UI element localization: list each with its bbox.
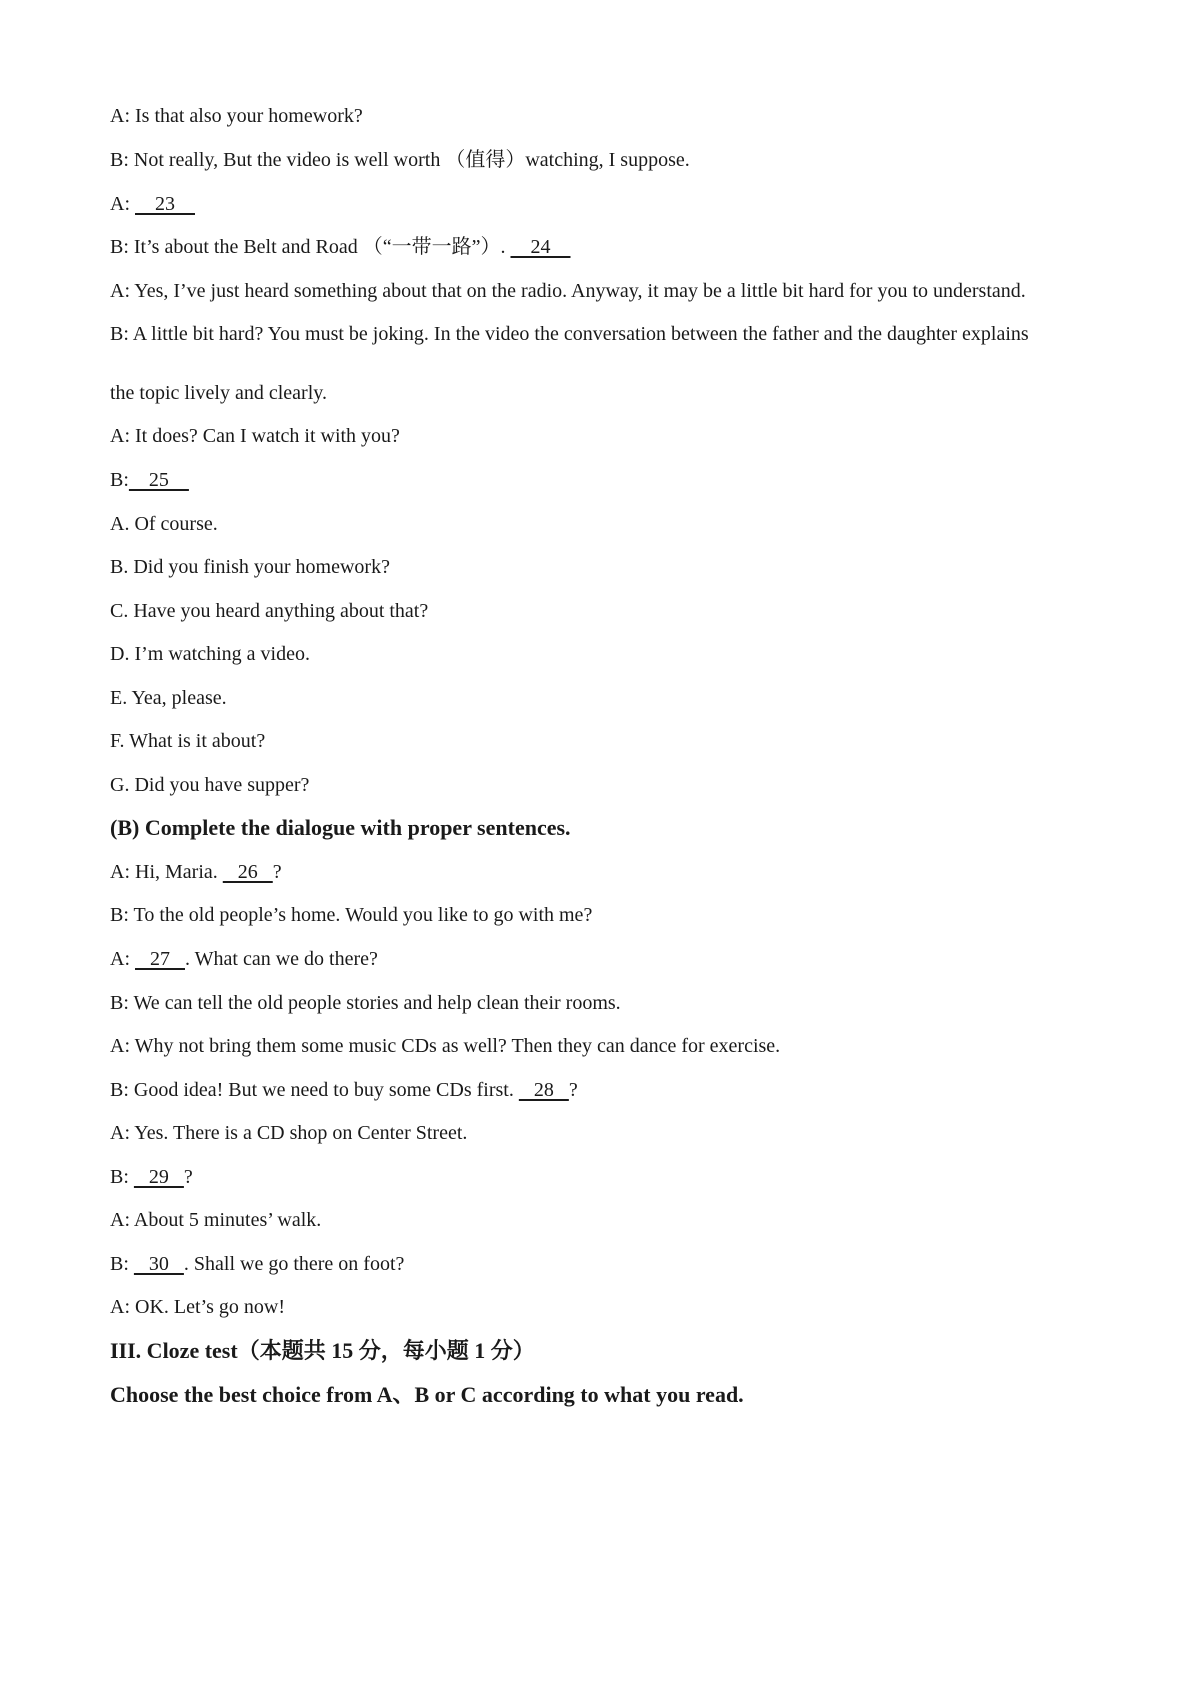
dialogue-line: A: OK. Let’s go now! [110,1296,285,1318]
line-prefix: B: [110,469,129,491]
line-suffix: . What can we do there? [185,948,378,970]
dialogue-line: A: Yes, I’ve just heard something about that on the radio. Anyway, it may be a little bit hard for you to understand. [110,280,1026,302]
dialogue-line-27 [110,946,378,972]
answer-blank-27[interactable]: 27 [135,948,185,970]
answer-blank-24[interactable]: 24 [510,236,571,258]
line-prefix: B: It’s about the Belt and Road （“一带一路”）. [110,236,511,258]
option-f: F. What is it about? [110,730,266,752]
dialogue-line: B: We can tell the old people stories and help clean their rooms. [110,992,621,1014]
answer-blank-23[interactable]: 23 [135,193,195,215]
dialogue-line: B: To the old people’s home. Would you like to go with me? [110,904,593,926]
line-prefix: B: [110,1166,134,1188]
option-d: D. I’m watching a video. [110,643,310,665]
line-prefix: B: [110,1253,134,1275]
dialogue-line-24 [110,234,571,260]
line-prefix: A: [110,193,135,215]
option-e: E. Yea, please. [110,687,227,709]
dialogue-line-continued: the topic lively and clearly. [110,382,327,404]
dialogue-line-28 [110,1077,578,1103]
dialogue-line: A: About 5 minutes’ walk. [110,1209,322,1231]
answer-blank-29[interactable]: 29 [133,1166,184,1188]
line-prefix: A: Hi, Maria. [110,861,223,883]
dialogue-line: A: Why not bring them some music CDs as well? Then they can dance for exercise. [110,1035,781,1057]
option-b: B. Did you finish your homework? [110,556,390,578]
section-iii-instruction: Choose the best choice from A、B or C according to what you read. [110,1382,744,1407]
line-prefix: B: Good idea! But we need to buy some CDs first. [110,1079,519,1101]
dialogue-line-30 [110,1251,404,1277]
dialogue-line: A: Yes. There is a CD shop on Center Street. [110,1122,468,1144]
section-b-heading: (B) Complete the dialogue with proper sentences. [110,815,571,840]
option-g: G. Did you have supper? [110,774,310,796]
line-suffix: ? [183,1166,193,1188]
dialogue-line: B: Not really, But the video is well worth （值得）watching, I suppose. [110,149,690,171]
line-suffix: . Shall we go there on foot? [183,1253,405,1275]
section-iii-heading: III. Cloze test（本题共 15 分，每小题 1 分） [110,1338,535,1363]
line-prefix: A: [110,948,135,970]
dialogue-line: A: Is that also your homework? [110,105,363,127]
answer-blank-28[interactable]: 28 [518,1079,569,1101]
line-suffix: ? [568,1079,578,1101]
dialogue-line: A: It does? Can I watch it with you? [110,425,400,447]
dialogue-line-23 [110,191,195,217]
option-c: C. Have you heard anything about that? [110,600,429,622]
dialogue-line-25 [110,467,189,493]
line-suffix: ? [272,861,282,883]
dialogue-line-29 [110,1164,193,1190]
answer-blank-25[interactable]: 25 [128,469,189,491]
answer-blank-30[interactable]: 30 [133,1253,184,1275]
answer-blank-26[interactable]: 26 [222,861,273,883]
option-a: A. Of course. [110,513,218,535]
dialogue-line: B: A little bit hard? You must be joking. In the video the conversation between the father and the daughter explains [110,323,1029,345]
dialogue-line-26 [110,859,282,885]
